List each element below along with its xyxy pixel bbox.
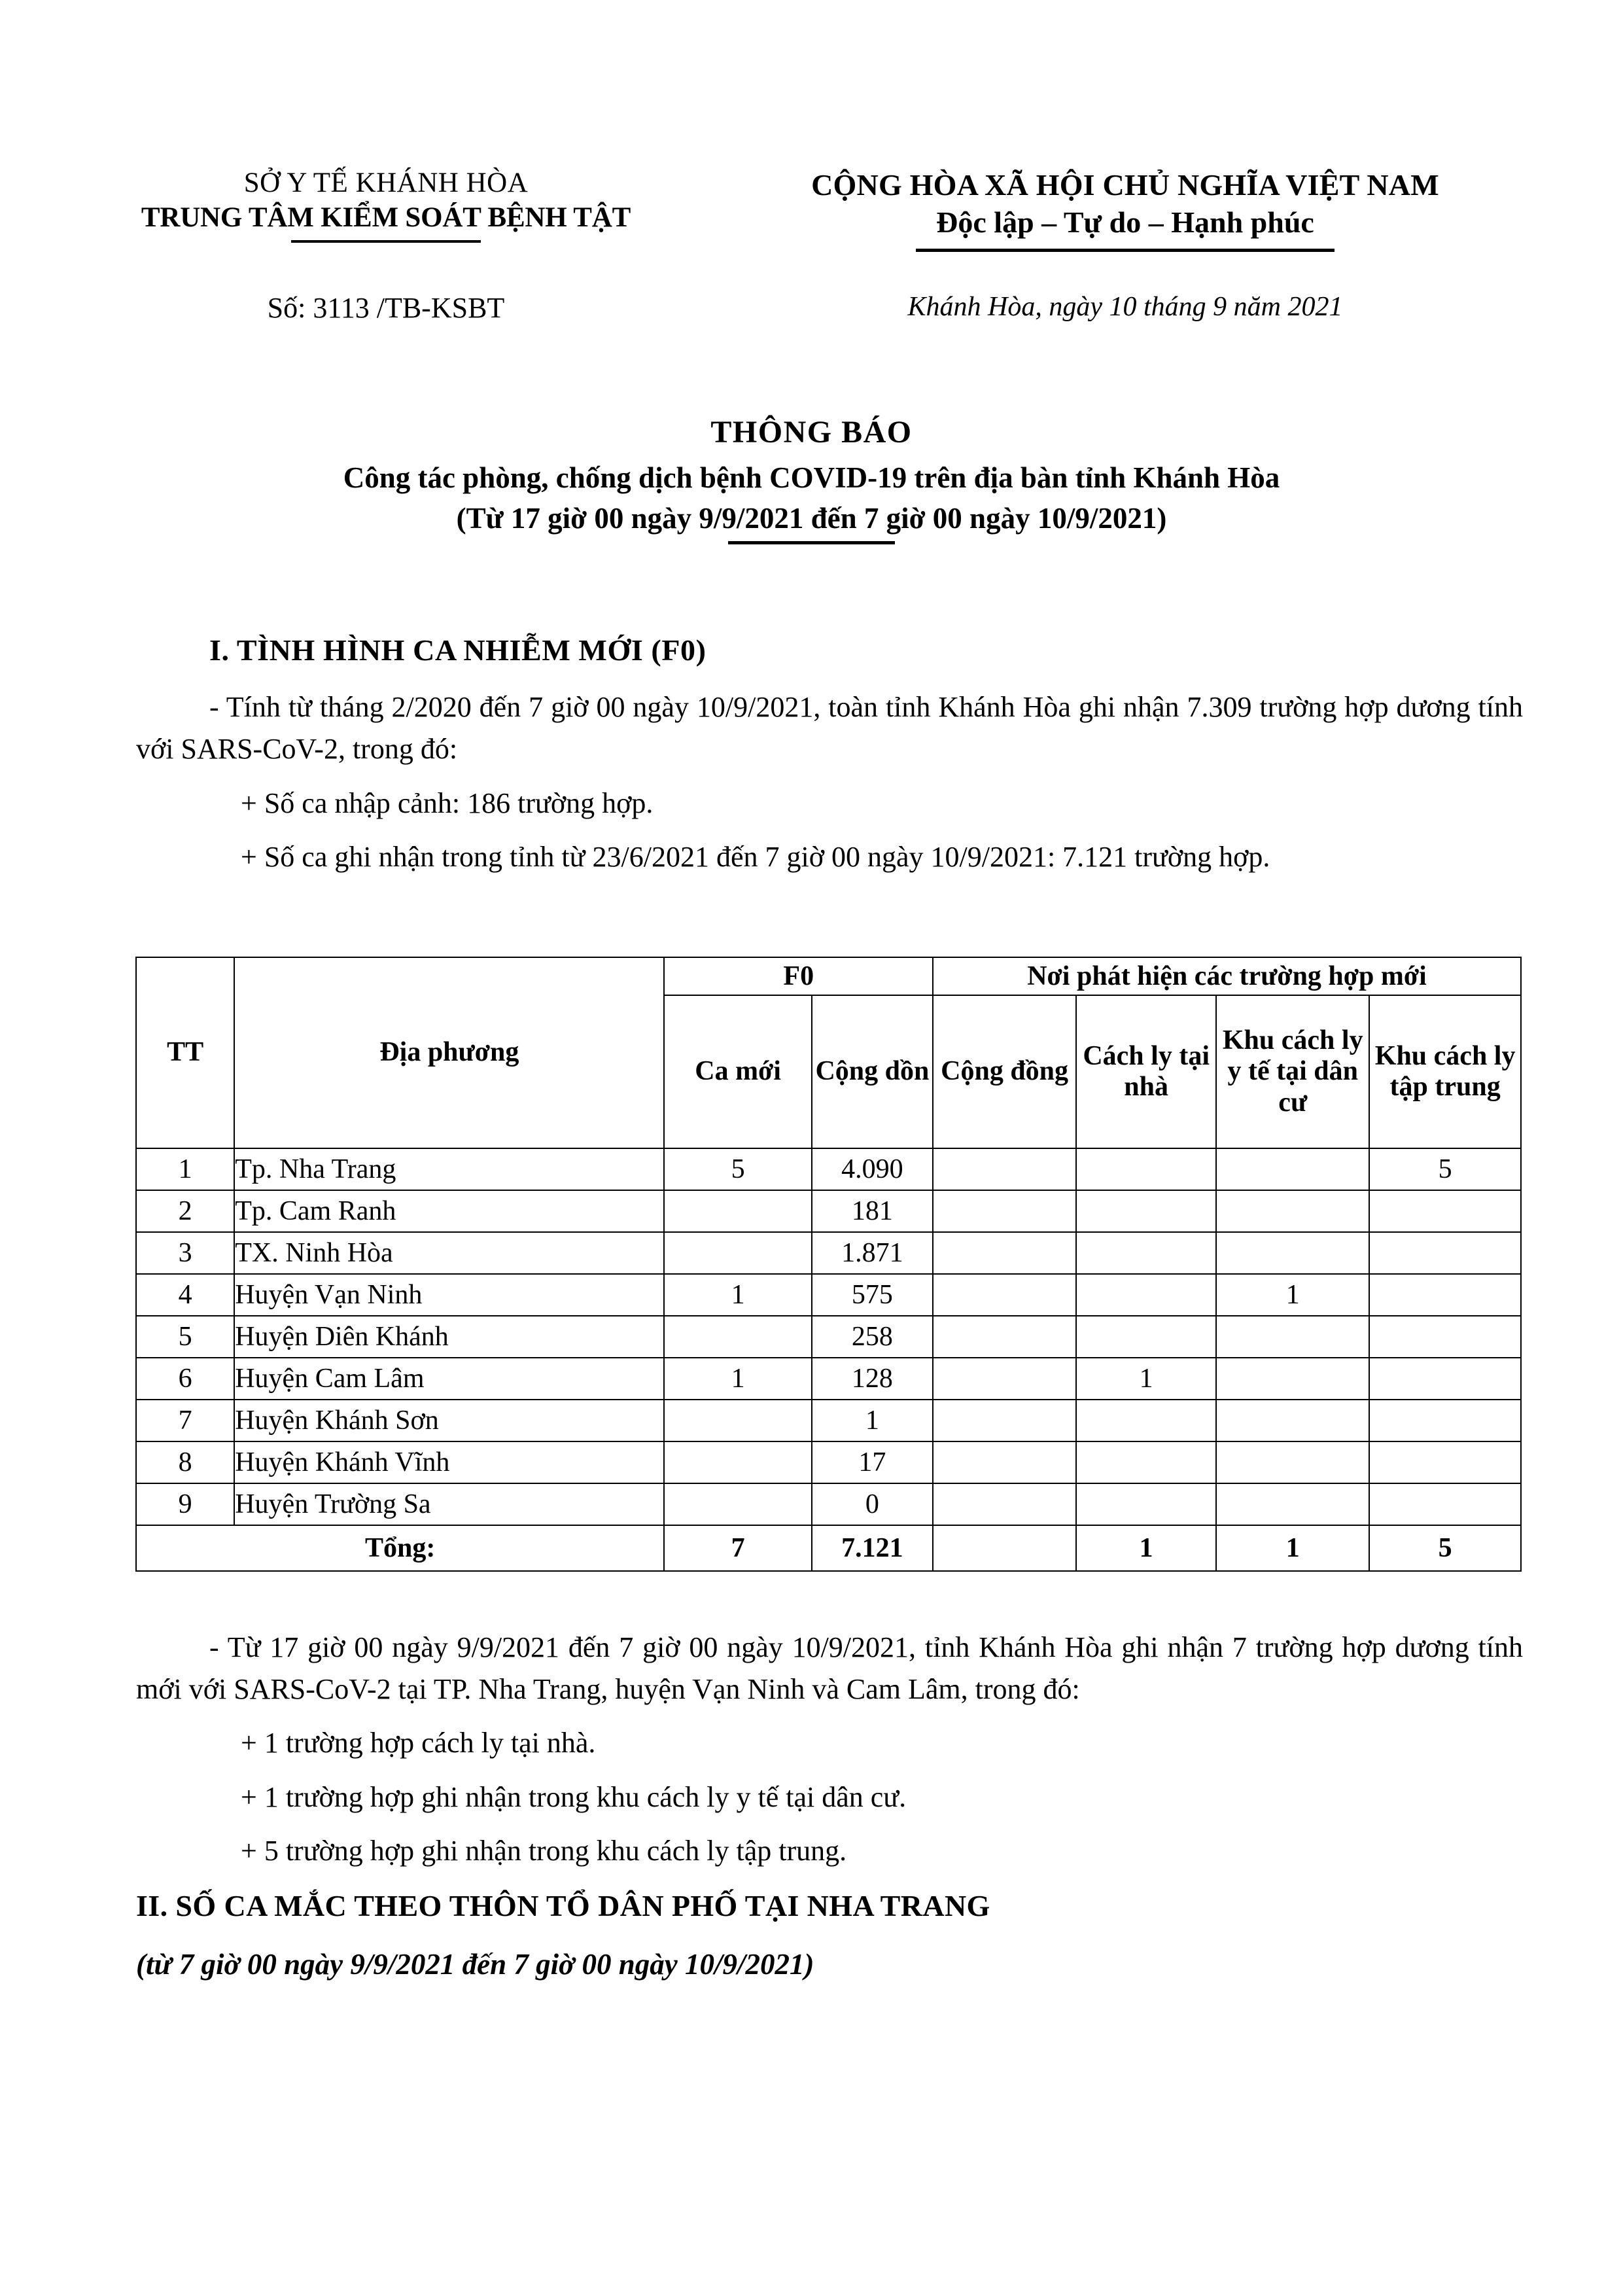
cell-community [933,1316,1076,1358]
cell-cumulative: 4.090 [812,1148,933,1190]
center-name: TRUNG TÂM KIỂM SOÁT BỆNH TẬT [141,202,631,233]
cell-community [933,1441,1076,1483]
header-home-quarantine: Cách ly tại nhà [1076,995,1216,1148]
cell-tt: 6 [136,1358,234,1400]
cell-central-quarantine [1369,1358,1521,1400]
header-tt: TT [136,957,234,1148]
table-row [136,1316,1521,1358]
cell-central-quarantine [1369,1400,1521,1441]
national-motto: Độc lập – Tự do – Hạnh phúc [936,205,1314,239]
cell-new-cases: 1 [664,1358,811,1400]
cell-home-quarantine [1076,1190,1216,1232]
section-one-heading: I. TÌNH HÌNH CA NHIỄM MỚI (F0) [209,633,707,667]
cell-residential-medical-quarantine [1216,1400,1369,1441]
table-row [136,1148,1521,1190]
cell-cumulative: 258 [812,1316,933,1358]
country-name: CỘNG HÒA XÃ HỘI CHỦ NGHĨA VIỆT NAM [811,168,1439,202]
header-cumulative: Cộng dồn [812,995,933,1148]
header-central-quarantine: Khu cách ly tập trung [1369,995,1521,1148]
header-new-cases: Ca mới [664,995,811,1148]
cell-residential-medical-quarantine [1216,1316,1369,1358]
cell-home-quarantine [1076,1148,1216,1190]
cell-new-cases: 1 [664,1274,811,1316]
table-head [136,957,1521,1148]
section-one-body [136,628,1523,878]
cell-central-quarantine [1369,1274,1521,1316]
cell-central-quarantine [1369,1190,1521,1232]
issuing-authority-block [0,167,733,252]
section-two-heading: II. SỐ CA MẮC THEO THÔN TỔ DÂN PHỐ TẠI NHA TRANG [136,1889,990,1923]
cell-home-quarantine [1076,1483,1216,1525]
table-body [136,1148,1521,1571]
total-home-quarantine: 1 [1076,1525,1216,1571]
title-subtitle-period: (Từ 17 giờ 00 ngày 9/9/2021 đến 7 giờ 00 ngày 10/9/2021) [456,502,1167,535]
cell-new-cases [664,1232,811,1274]
document-place-date: Khánh Hòa, ngày 10 tháng 9 năm 2021 [907,292,1343,322]
cell-home-quarantine [1076,1232,1216,1274]
cell-cumulative: 575 [812,1274,933,1316]
section-one-bullet-entry: + Số ca nhập cảnh: 186 trường hợp. [241,786,654,819]
header-community: Cộng đồng [933,995,1076,1148]
cell-cumulative: 181 [812,1190,933,1232]
total-residential-medical-quarantine: 1 [1216,1525,1369,1571]
cell-tt: 5 [136,1316,234,1358]
table-row [136,1400,1521,1441]
cell-new-cases: 5 [664,1148,811,1190]
cell-central-quarantine: 5 [1369,1148,1521,1190]
case-statistics-table [135,957,1522,1572]
case-statistics-table-wrapper [135,957,1522,1572]
table-row [136,1358,1521,1400]
cell-locality: Tp. Cam Ranh [234,1190,664,1232]
total-central-quarantine: 5 [1369,1525,1521,1571]
document-masthead [0,167,1623,252]
cell-home-quarantine [1076,1316,1216,1358]
table-row [136,1190,1521,1232]
title-underline [728,541,895,544]
cell-cumulative: 0 [812,1483,933,1525]
cell-tt: 4 [136,1274,234,1316]
page-title: THÔNG BÁO [710,415,913,450]
cell-home-quarantine [1076,1274,1216,1316]
cell-tt: 2 [136,1190,234,1232]
total-community [933,1525,1076,1571]
cell-community [933,1358,1076,1400]
cell-residential-medical-quarantine [1216,1232,1369,1274]
cell-new-cases [664,1483,811,1525]
document-number: Số: 3113 /TB-KSBT [267,292,505,324]
followup-paragraph: - Từ 17 giờ 00 ngày 9/9/2021 đến 7 giờ 00 ngày 10/9/2021, tỉnh Khánh Hòa ghi nhận 7 trường hợp dương tính mới với SARS-CoV-2 tại TP. Nha Trang, huyện Vạn Ninh và Cam Lâm, trong đó: [136,1631,1523,1706]
cell-community [933,1190,1076,1232]
table-total-row [136,1525,1521,1571]
cell-community [933,1148,1076,1190]
table-row [136,1483,1521,1525]
motto-underline [916,249,1335,252]
table-row [136,1274,1521,1316]
cell-locality: Huyện Khánh Sơn [234,1400,664,1441]
cell-residential-medical-quarantine [1216,1190,1369,1232]
section-one-paragraph: - Tính từ tháng 2/2020 đến 7 giờ 00 ngày 10/9/2021, toàn tỉnh Khánh Hòa ghi nhận 7.309 trường hợp dương tính với SARS-CoV-2, trong đó: [136,691,1523,766]
cell-tt: 7 [136,1400,234,1441]
cell-locality: Huyện Trường Sa [234,1483,664,1525]
cell-tt: 8 [136,1441,234,1483]
cell-new-cases [664,1441,811,1483]
cell-tt: 9 [136,1483,234,1525]
cell-residential-medical-quarantine [1216,1148,1369,1190]
cell-new-cases [664,1400,811,1441]
document-meta-row [0,291,1623,325]
cell-home-quarantine: 1 [1076,1358,1216,1400]
cell-central-quarantine [1369,1316,1521,1358]
header-group-f0: F0 [664,957,933,995]
cell-cumulative: 128 [812,1358,933,1400]
title-subtitle-primary: Công tác phòng, chống dịch bệnh COVID-19 trên địa bàn tỉnh Khánh Hòa [343,461,1280,495]
cell-residential-medical-quarantine [1216,1483,1369,1525]
cell-residential-medical-quarantine [1216,1441,1369,1483]
header-group-detection: Nơi phát hiện các trường hợp mới [933,957,1521,995]
followup-bullet-central: + 5 trường hợp ghi nhận trong khu cách ly tập trung. [241,1834,847,1867]
cell-tt: 1 [136,1148,234,1190]
followup-bullet-residential: + 1 trường hợp ghi nhận trong khu cách ly y tế tại dân cư. [241,1780,907,1813]
header-locality: Địa phương [234,957,664,1148]
cell-home-quarantine [1076,1400,1216,1441]
total-new-cases: 7 [664,1525,811,1571]
header-residential-medical-quarantine: Khu cách ly y tế tại dân cư [1216,995,1369,1148]
cell-community [933,1400,1076,1441]
cell-community [933,1483,1076,1525]
authority-underline [291,240,481,243]
table-group-header-row [136,957,1521,995]
cell-residential-medical-quarantine [1216,1358,1369,1400]
document-title-block [0,412,1623,544]
cell-residential-medical-quarantine: 1 [1216,1274,1369,1316]
cell-cumulative: 1.871 [812,1232,933,1274]
cell-locality: Tp. Nha Trang [234,1148,664,1190]
cell-tt: 3 [136,1232,234,1274]
total-cumulative: 7.121 [812,1525,933,1571]
cell-central-quarantine [1369,1441,1521,1483]
cell-community [933,1274,1076,1316]
cell-new-cases [664,1316,811,1358]
cell-locality: TX. Ninh Hòa [234,1232,664,1274]
cell-locality: Huyện Diên Khánh [234,1316,664,1358]
cell-central-quarantine [1369,1483,1521,1525]
cell-central-quarantine [1369,1232,1521,1274]
cell-home-quarantine [1076,1441,1216,1483]
cell-new-cases [664,1190,811,1232]
cell-community [933,1232,1076,1274]
department-name: SỞ Y TẾ KHÁNH HÒA [243,168,529,198]
cell-cumulative: 17 [812,1441,933,1483]
cell-locality: Huyện Cam Lâm [234,1358,664,1400]
total-label: Tổng: [136,1525,664,1571]
section-one-bullet-local: + Số ca ghi nhận trong tỉnh từ 23/6/2021 đến 7 giờ 00 ngày 10/9/2021: 7.121 trường hợp. [241,840,1270,873]
cell-locality: Huyện Khánh Vĩnh [234,1441,664,1483]
section-one-followup [136,1627,1523,1987]
cell-locality: Huyện Vạn Ninh [234,1274,664,1316]
section-two-subheading: (từ 7 giờ 00 ngày 9/9/2021 đến 7 giờ 00 ngày 10/9/2021) [136,1948,814,1981]
followup-bullet-home: + 1 trường hợp cách ly tại nhà. [241,1727,596,1759]
table-row [136,1232,1521,1274]
table-row [136,1441,1521,1483]
national-heading-block [733,167,1518,252]
cell-cumulative: 1 [812,1400,933,1441]
